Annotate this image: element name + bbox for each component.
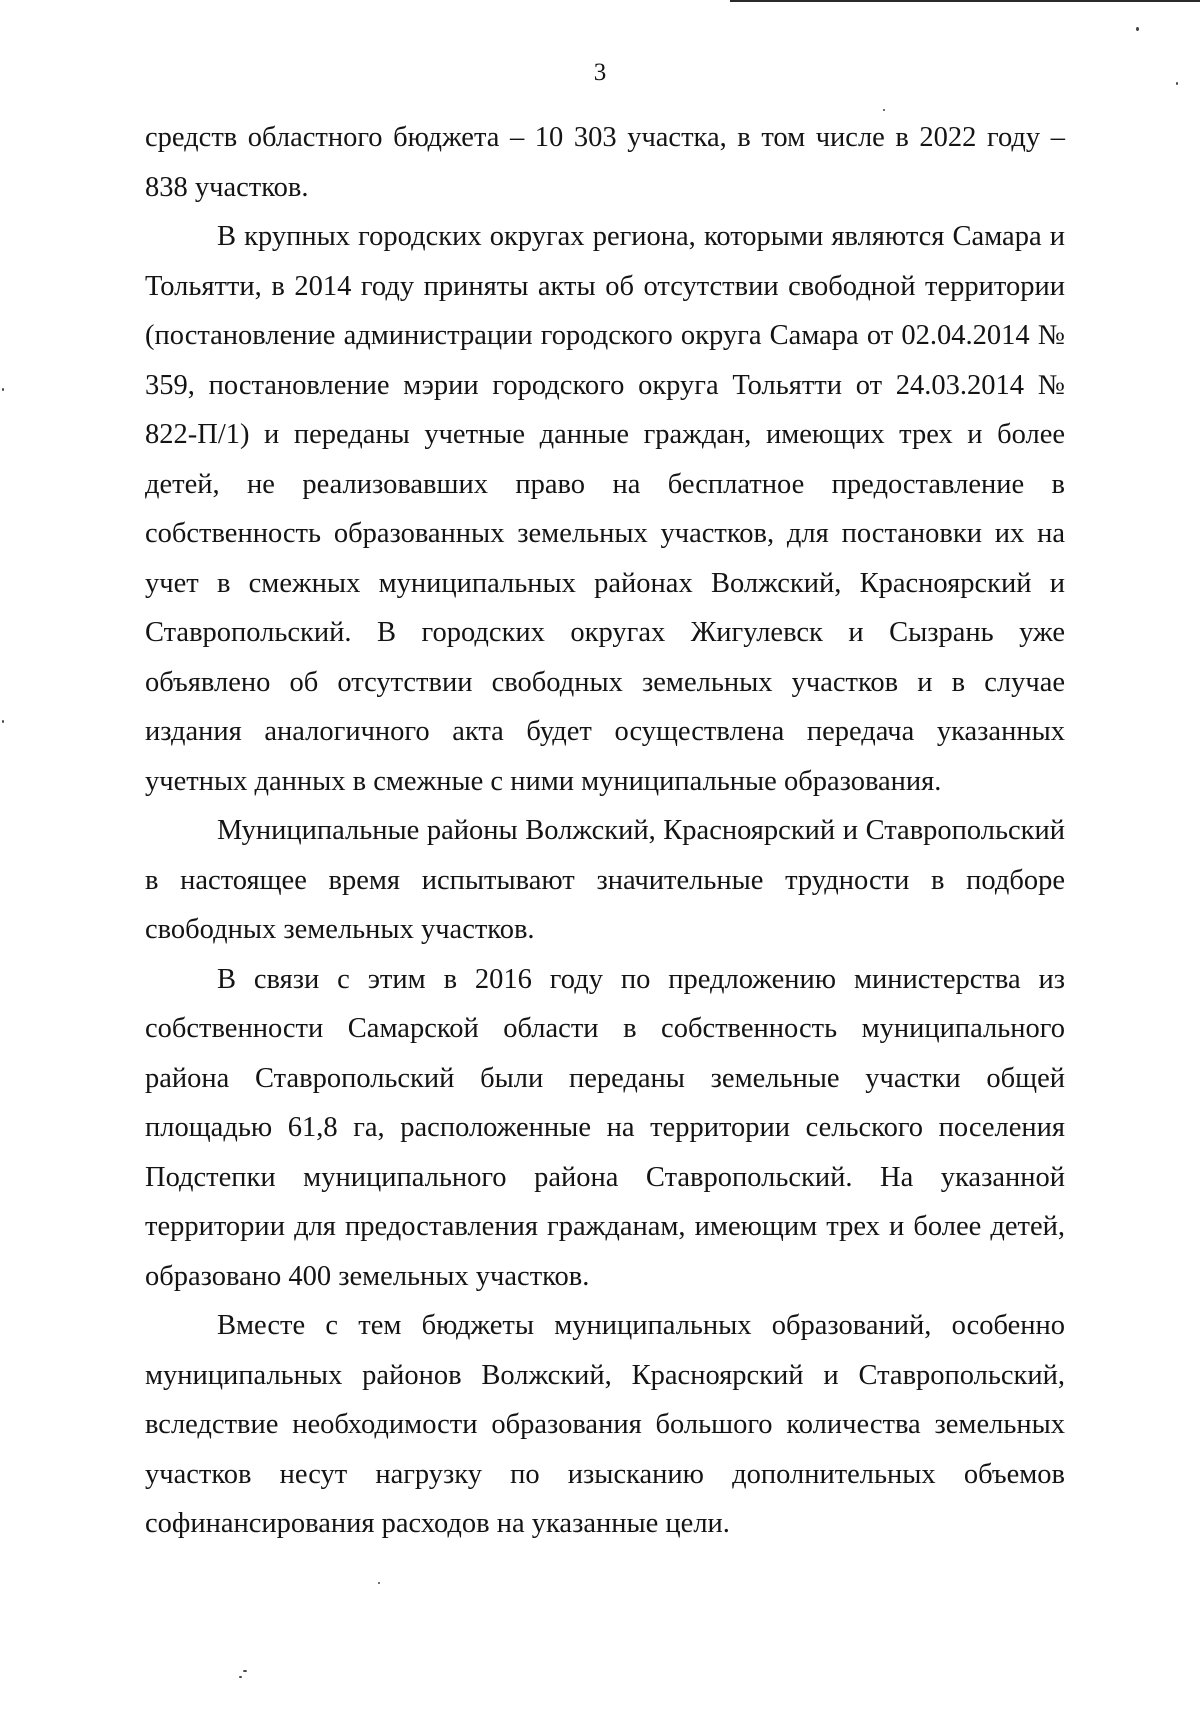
scan-speck: [2, 388, 4, 391]
scan-speck: [239, 1676, 242, 1678]
paragraph-municipal-districts: Муниципальные районы Волжский, Красноярский и Ставропольский в настоящее время испытывают значительные трудности в подборе свободных земельных участков.: [145, 815, 1065, 945]
scan-speck: [883, 109, 885, 111]
paragraph-continuation: средств областного бюджета – 10 303 участка, в том числе в 2022 году – 838 участков.: [145, 122, 1065, 203]
paragraph-budget-burden: Вместе с тем бюджеты муниципальных образований, особенно муниципальных районов Волжский, Красноярский и Ставропольский, вследствие необходимости образования большого количества земельных участков несут нагрузку по изысканию дополнительных объемов софинансирования расходов на указанные цели.: [145, 1310, 1065, 1539]
paragraph-land-transfer-2016: В связи с этим в 2016 году по предложению министерства из собственности Самарской области в собственность муниципального района Ставропольский были переданы земельные участки общей площадью 61,8 га, расположенные на территории сельского поселения Подстепки муниципального района Ставропольский. На указанной территории для предоставления гражданам, имеющим трех и более детей, образовано 400 земельных участков.: [145, 963, 1065, 1292]
scan-speck: [1176, 82, 1178, 85]
paragraph-city-districts: В крупных городских округах региона, которыми являются Самара и Тольятти, в 2014 году приняты акты об отсутствии свободной территории (постановление администрации городского округа Самара от 02.04.2014 № 359, постановление мэрии городского округа Тольятти от 24.03.2014 № 822-П/1) и переданы учетные данные граждан, имеющих трех и более детей, не реализовавших право на бесплатное предоставление в собственность образованных земельных участков, для постановки их на учет в смежных муниципальных районах Волжский, Красноярский и Ставропольский. В городских округах Жигулевск и Сызрань уже объявлено об отсутствии свободных земельных участков и в случае издания аналогичного акта будет осуществлена передача указанных учетных данных в смежные с ними муниципальные образования.: [145, 221, 1065, 797]
scan-speck: [243, 1670, 247, 1672]
page-number: 3: [593, 59, 607, 86]
scan-speck: [1136, 27, 1139, 31]
document-body: [145, 113, 1065, 1549]
scan-speck: [2, 720, 4, 723]
top-edge-rule: [730, 0, 1200, 2]
scan-speck: [378, 1582, 380, 1584]
